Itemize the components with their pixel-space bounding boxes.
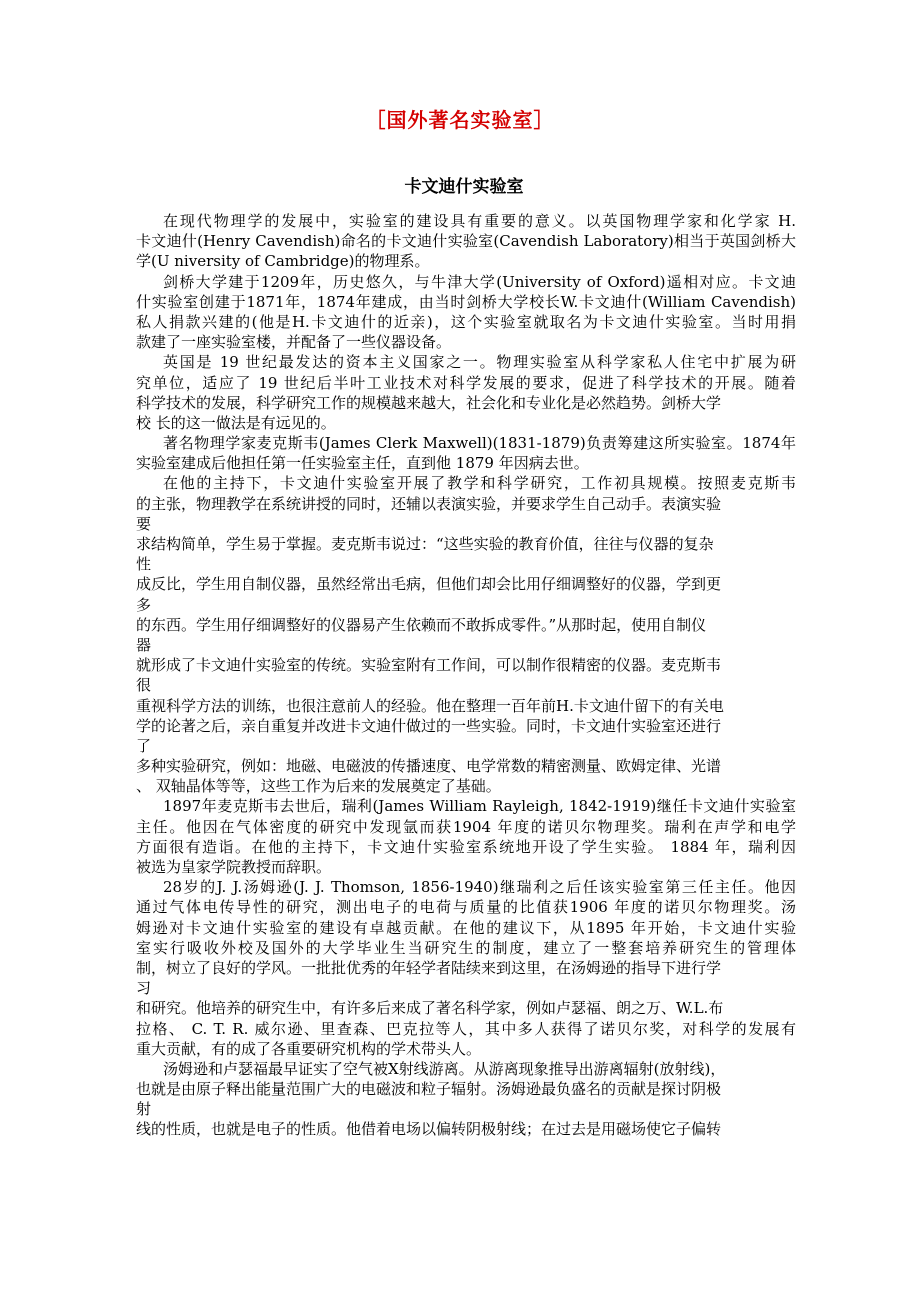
- text-line: 射: [136, 1100, 152, 1119]
- text-line: 通过气体电传导性的研究，测出电子的电荷与质量的比值获1906 年度的诺贝尔物理奖。汤: [136, 898, 796, 917]
- text-line: 制，树立了良好的学风。一批批优秀的年轻学者陆续来到这里，在汤姆逊的指导下进行学: [136, 958, 722, 977]
- text-line: 的主张，物理教学在系统讲授的同时，还辅以表演实验，并要求学生自己动手。表演实验: [136, 494, 722, 513]
- text-line: 在他的主持下，卡文迪什实验室开展了教学和科学研究，工作初具规模。按照麦克斯韦: [163, 474, 796, 493]
- text-line: 拉格、 C. T. R. 威尔逊、里查森、巴克拉等人，其中多人获得了诺贝尔奖，对科学的发展有: [136, 1019, 796, 1038]
- text-line: 剑桥大学建于1209年，历史悠久，与牛津大学(University of Oxford)遥相对应。卡文迪: [163, 272, 796, 291]
- text-line: 多: [136, 595, 152, 614]
- text-line: 重大贡献，有的成了各重要研究机构的学术带头人。: [136, 1039, 482, 1058]
- text-line: 习: [136, 979, 152, 998]
- text-line: 多种实验研究，例如：地磁、电磁波的传播速度、电学常数的精密测量、欧姆定律、光谱: [136, 757, 722, 776]
- text-line: 也就是由原子释出能量范围广大的电磁波和粒子辐射。汤姆逊最负盛名的贡献是探讨阴极: [136, 1080, 722, 1099]
- text-line: 被选为皇家学院教授而辞职。: [136, 858, 332, 876]
- text-line: 要: [136, 514, 152, 533]
- text-line: 重视科学方法的训练，也很注意前人的经验。他在整理一百年前H.卡文迪什留下的有关电: [136, 696, 724, 715]
- text-line: 科学技术的发展，科学研究工作的规模越来越大，社会化和专业化是必然趋势。剑桥大学: [136, 393, 722, 412]
- document-title: 卡文迪什实验室: [404, 177, 524, 197]
- text-line: 室实行吸收外校及国外的大学毕业生当研究生的制度，建立了一整套培养研究生的管理体: [136, 938, 796, 957]
- text-line: 学的论著之后，亲自重复并改进卡文迪什做过的一些实验。同时，卡文迪什实验室还进行: [136, 716, 722, 735]
- text-line: 器: [136, 635, 152, 654]
- text-line: 在现代物理学的发展中，实验室的建设具有重要的意义。以英国物理学家和化学家 H.: [163, 212, 796, 230]
- text-line: 成反比，学生用自制仪器，虽然经常出毛病，但他们却会比用仔细调整好的仪器，学到更: [136, 575, 722, 594]
- text-line: 卡文迪什(Henry Cavendish)命名的卡文迪什实验室(Cavendish Laboratory)相当于英国剑桥大: [136, 232, 796, 251]
- text-line: 了: [136, 736, 152, 755]
- text-line: 英国是 19 世纪最发达的资本主义国家之一。物理实验室从科学家私人住宅中扩展为研: [163, 353, 796, 372]
- text-line: 很: [136, 676, 152, 695]
- text-line: 著名物理学家麦克斯韦(James Clerk Maxwell)(1831-1879)负责筹建这所实验室。1874年: [163, 434, 796, 453]
- text-line: 校 长的这一做法是有远见的。: [136, 413, 336, 432]
- text-line: 的东西。学生用仔细调整好的仪器易产生依赖而不敢拆成零件。”从那时起，使用自制仪: [136, 615, 707, 634]
- text-line: 实验室建成后他担任第一任实验室主任，直到他 1879 年因病去世。: [136, 454, 589, 473]
- text-line: 主任。他因在气体密度的研究中发现氩而获1904 年度的诺贝尔物理奖。瑞利在声学和电学: [136, 817, 796, 836]
- text-line: 线的性质，也就是电子的性质。他借着电场以偏转阴极射线；在过去是用磁场使它子偏转: [136, 1120, 722, 1139]
- text-line: 1897年麦克斯韦去世后，瑞利(James William Rayleigh, 1842-1919)继任卡文迪什实验室: [163, 797, 796, 816]
- text-line: 28岁的J. J.汤姆逊(J. J. Thomson, 1856-1940)继瑞利之后任该实验室第三任主任。他因: [163, 878, 796, 897]
- text-line: 学(U niversity of Cambridge)的物理系。: [136, 252, 430, 271]
- text-line: 和研究。他培养的研究生中，有许多后来成了著名科学家，例如卢瑟福、朗之万、W.L.布: [136, 999, 724, 1018]
- section-title: ［国外著名实验室］: [365, 108, 555, 132]
- text-line: 究单位，适应了 19 世纪后半叶工业技术对科学发展的要求，促进了科学技术的开展。随着: [136, 373, 796, 392]
- document-body: [136, 211, 796, 1140]
- text-line: 性: [136, 555, 152, 574]
- text-line: 什实验室创建于1871年，1874年建成，由当时剑桥大学校长W.卡文迪什(William Cavendish): [136, 292, 796, 311]
- text-line: 、 双轴晶体等等，这些工作为后来的发展奠定了基础。: [136, 777, 501, 796]
- text-line: 方面很有造诣。在他的主持下，卡文迪什实验室系统地开设了学生实验。 1884 年，瑞利因: [136, 837, 796, 856]
- text-line: 求结构简单，学生易于掌握。麦克斯韦说过：“这些实验的教育价值，往往与仪器的复杂: [136, 535, 714, 553]
- text-line: 私人捐款兴建的(他是H.卡文迪什的近亲)，这个实验室就取名为卡文迪什实验室。当时用捐: [136, 312, 796, 331]
- text-line: 汤姆逊和卢瑟福最早证实了空气被X射线游离。从游离现象推导出游离辐射(放射线)，: [163, 1059, 726, 1078]
- text-line: 款建了一座实验室楼，并配备了一些仪器设备。: [136, 333, 452, 352]
- text-line: 姆逊对卡文迪什实验室的建设有卓越贡献。在他的建议下，从1895 年开始，卡文迪什实验: [136, 918, 796, 937]
- text-line: 就形成了卡文迪什实验室的传统。实验室附有工作间，可以制作很精密的仪器。麦克斯韦: [136, 656, 722, 675]
